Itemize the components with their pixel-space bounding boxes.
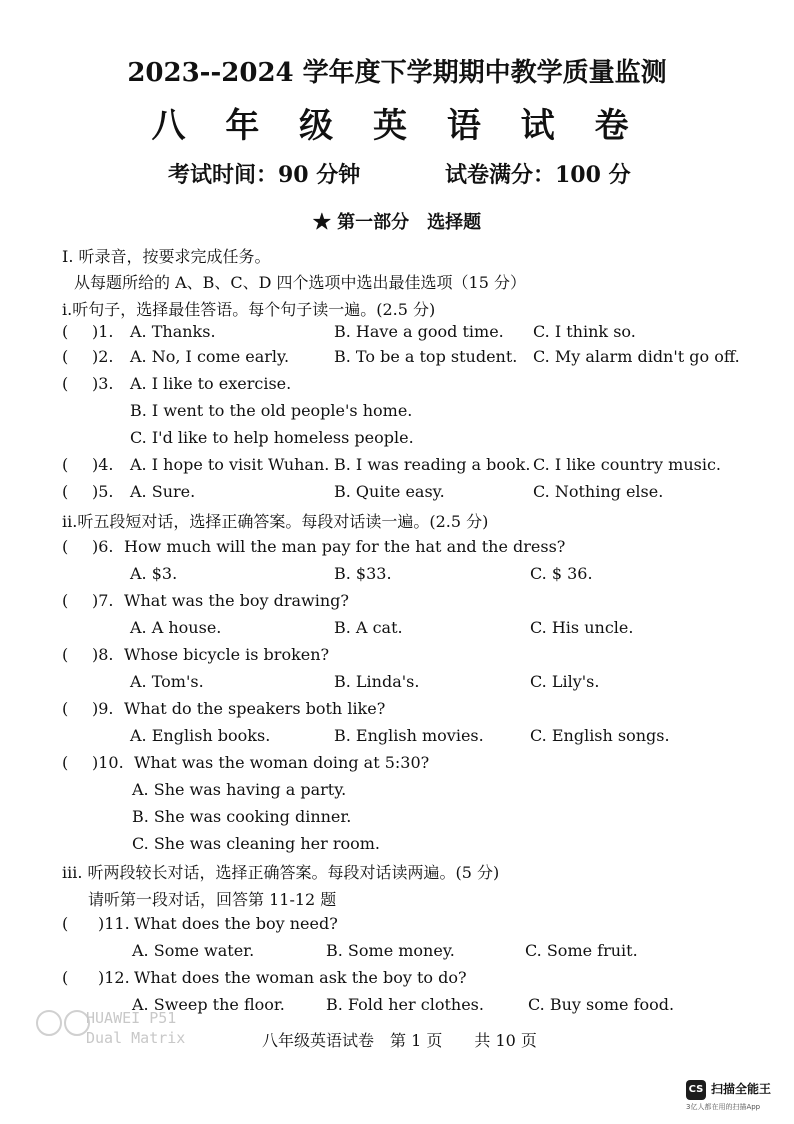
question-stem: What does the boy need?	[134, 914, 338, 933]
answer-paren: (	[62, 482, 69, 501]
option-a: A. Thanks.	[130, 322, 216, 341]
subsection-1-title: ⅰ.听句子，选择最佳答语。每个句子读一遍。(2.5 分)	[62, 300, 436, 319]
question-number: )2.	[92, 347, 114, 366]
option-c: C. I'd like to help homeless people.	[130, 428, 414, 447]
option-c: C. Nothing else.	[533, 482, 664, 501]
option-a: A. Tom's.	[130, 672, 204, 691]
question-stem: What does the woman ask the boy to do?	[134, 968, 467, 987]
question-number: )7.	[92, 591, 114, 610]
option-a: A. Sweep the floor.	[132, 995, 285, 1014]
question-number: )3.	[92, 374, 114, 393]
question-number: )6.	[92, 537, 114, 556]
subsection-3-instruction: 请听第一段对话，回答第 11-12 题	[88, 890, 337, 909]
question-stem: What was the boy drawing?	[124, 591, 349, 610]
question-number: )12.	[98, 968, 130, 987]
question-stem: What do the speakers both like?	[124, 699, 386, 718]
answer-paren: (	[62, 537, 69, 556]
option-c: C. Lily's.	[530, 672, 600, 691]
watermark-line-2: Dual Matrix	[86, 1029, 186, 1047]
question-number: )5.	[92, 482, 114, 501]
part-heading: ★ 第一部分 选择题	[312, 212, 482, 233]
option-b: B. English movies.	[334, 726, 484, 745]
option-a: A. I hope to visit Wuhan.	[130, 455, 330, 474]
option-c: C. His uncle.	[530, 618, 634, 637]
option-a: A. Sure.	[130, 482, 196, 501]
answer-paren: (	[62, 347, 69, 366]
option-b: B. $33.	[334, 564, 392, 583]
option-a: A. No, I come early.	[130, 347, 290, 366]
answer-paren: (	[62, 374, 69, 393]
scanner-app-name: 扫描全能王	[711, 1082, 772, 1096]
option-c: C. She was cleaning her room.	[132, 834, 381, 853]
option-b: B. Fold her clothes.	[326, 995, 484, 1014]
option-a: A. I like to exercise.	[130, 374, 292, 393]
question-number: )10.	[92, 753, 124, 772]
option-c: C. I like country music.	[533, 455, 721, 474]
option-c: C. Some fruit.	[525, 941, 638, 960]
option-a: A. Some water.	[132, 941, 255, 960]
answer-paren: (	[62, 753, 69, 772]
camscanner-logo-icon: CS	[686, 1080, 706, 1100]
answer-paren: (	[62, 968, 69, 987]
option-b: B. To be a top student.	[334, 347, 518, 366]
option-c: C. My alarm didn't go off.	[533, 347, 740, 366]
answer-paren: (	[62, 699, 69, 718]
answer-paren: (	[62, 914, 69, 933]
page-footer: 八年级英语试卷 第 1 页 共 10 页	[262, 1031, 537, 1050]
answer-paren: (	[62, 455, 69, 474]
question-number: )9.	[92, 699, 114, 718]
exam-subtitle: 八 年 级 英 语 试 卷	[151, 106, 643, 146]
option-c: C. I think so.	[533, 322, 636, 341]
option-b: B. Quite easy.	[334, 482, 445, 501]
section-title: I. 听录音，按要求完成任务。	[62, 247, 271, 266]
question-number: )11.	[98, 914, 130, 933]
answer-paren: (	[62, 591, 69, 610]
option-b: B. Have a good time.	[334, 322, 504, 341]
option-b: B. A cat.	[334, 618, 403, 637]
option-a: A. English books.	[130, 726, 271, 745]
option-c: C. $ 36.	[530, 564, 593, 583]
question-stem: What was the woman doing at 5:30?	[134, 753, 430, 772]
question-number: )4.	[92, 455, 114, 474]
question-stem: How much will the man pay for the hat and the dress?	[124, 537, 566, 556]
watermark-line-1: HUAWEI P51	[86, 1009, 177, 1027]
option-b: B. She was cooking dinner.	[132, 807, 352, 826]
option-a: A. A house.	[130, 618, 222, 637]
exam-time: 考试时间：90 分钟	[168, 162, 361, 188]
option-a: A. She was having a party.	[132, 780, 347, 799]
question-stem: Whose bicycle is broken?	[124, 645, 330, 664]
camera-watermark-logo-icon	[36, 1010, 92, 1040]
option-b: B. Some money.	[326, 941, 455, 960]
option-a: A. $3.	[130, 564, 178, 583]
option-b: B. I went to the old people's home.	[130, 401, 413, 420]
subsection-2-title: ⅱ.听五段短对话，选择正确答案。每段对话读一遍。(2.5 分)	[62, 512, 489, 531]
question-number: )1.	[92, 322, 114, 341]
section-instruction: 从每题所给的 A、B、C、D 四个选项中选出最佳选项（15 分）	[74, 273, 527, 292]
option-c: C. English songs.	[530, 726, 670, 745]
option-c: C. Buy some food.	[528, 995, 675, 1014]
question-number: )8.	[92, 645, 114, 664]
scanner-tagline: 3亿人都在用的扫描App	[686, 1103, 761, 1111]
option-b: B. Linda's.	[334, 672, 420, 691]
answer-paren: (	[62, 322, 69, 341]
exam-score: 试卷满分：100 分	[445, 162, 631, 188]
option-b: B. I was reading a book.	[334, 455, 531, 474]
subsection-3-title: ⅲ. 听两段较长对话，选择正确答案。每段对话读两遍。(5 分)	[62, 863, 500, 882]
exam-title: 2023--2024 学年度下学期期中教学质量监测	[127, 58, 667, 88]
answer-paren: (	[62, 645, 69, 664]
camera-watermark	[86, 1008, 185, 1048]
